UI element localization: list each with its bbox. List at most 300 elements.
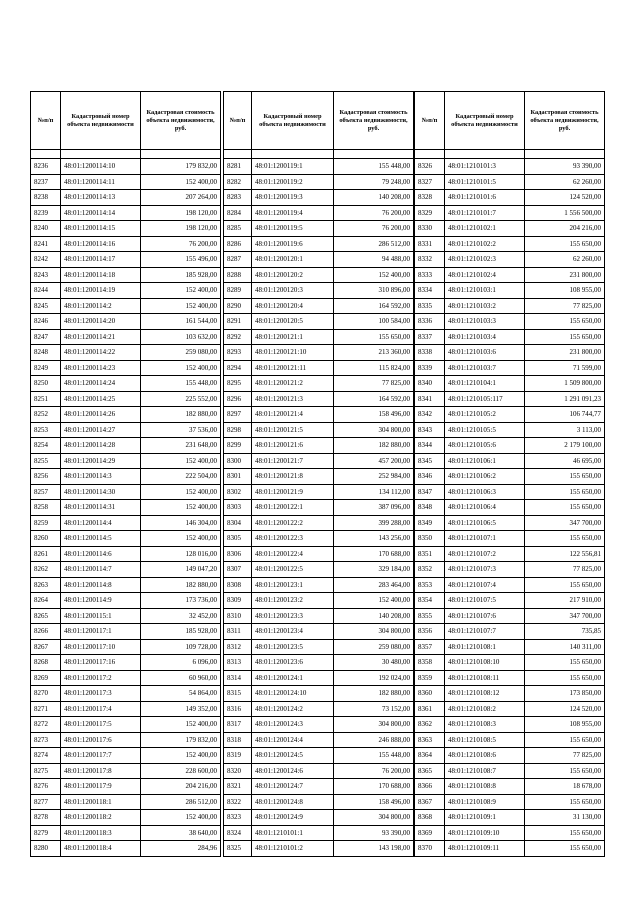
cadastral-value: 155 496,00 (141, 252, 221, 268)
row-number: 8343 (415, 422, 445, 438)
cadastral-number: 48:01:1200114:31 (61, 500, 141, 516)
table-row (31, 701, 221, 717)
row-number: 8311 (224, 624, 252, 640)
row-number: 8247 (31, 329, 61, 345)
table-row (224, 515, 414, 531)
cadastral-number: 48:01:1200123:1 (252, 577, 334, 593)
table-row (224, 546, 414, 562)
table-row (31, 639, 221, 655)
cadastral-value: 155 650,00 (525, 484, 605, 500)
cadastral-number: 48:01:1210101:3 (445, 159, 525, 175)
cadastral-number: 48:01:1200114:30 (61, 484, 141, 500)
cadastral-value: 31 130,00 (525, 810, 605, 826)
header-cadastral-value: Кадастровая стоимость объекта недвижимости, руб. (334, 92, 414, 150)
table-row (415, 376, 605, 392)
table-row (31, 577, 221, 593)
row-number: 8304 (224, 515, 252, 531)
cadastral-number: 48:01:1210102:2 (445, 236, 525, 252)
row-number: 8275 (31, 763, 61, 779)
table-row (31, 407, 221, 423)
header-cadastral-number: Кадастровый номер объекта недвижимости (445, 92, 525, 150)
table-row (415, 577, 605, 593)
cadastral-value: 1 291 091,23 (525, 391, 605, 407)
cadastral-number: 48:01:1210106:2 (445, 469, 525, 485)
cadastral-value: 457 200,00 (334, 453, 414, 469)
row-number: 8337 (415, 329, 445, 345)
cadastral-value: 103 632,00 (141, 329, 221, 345)
cadastral-number: 48:01:1210106:5 (445, 515, 525, 531)
spacer-cell (334, 150, 414, 159)
cadastral-value: 71 599,00 (525, 360, 605, 376)
row-number: 8280 (31, 841, 61, 857)
row-number: 8310 (224, 608, 252, 624)
cadastral-value: 198 120,00 (141, 221, 221, 237)
cadastral-number: 48:01:1210102:3 (445, 252, 525, 268)
row-number: 8261 (31, 546, 61, 562)
cadastral-value: 32 452,00 (141, 608, 221, 624)
cadastral-number: 48:01:1200121:6 (252, 438, 334, 454)
table-row (31, 205, 221, 221)
cadastral-value: 77 825,00 (525, 562, 605, 578)
row-number: 8366 (415, 779, 445, 795)
cadastral-value: 185 928,00 (141, 624, 221, 640)
row-number: 8297 (224, 407, 252, 423)
table-row (224, 422, 414, 438)
row-number: 8291 (224, 314, 252, 330)
table-row (224, 469, 414, 485)
table-row (224, 577, 414, 593)
table-row (31, 314, 221, 330)
table-row (31, 360, 221, 376)
table-row (224, 252, 414, 268)
table-row (415, 748, 605, 764)
table-row (31, 422, 221, 438)
table-row (224, 500, 414, 516)
table-row (31, 825, 221, 841)
row-number: 8354 (415, 593, 445, 609)
row-number: 8262 (31, 562, 61, 578)
table-row (31, 221, 221, 237)
table-row (224, 190, 414, 206)
row-number: 8361 (415, 701, 445, 717)
row-number: 8318 (224, 732, 252, 748)
cadastral-value: 387 096,00 (334, 500, 414, 516)
header-cadastral-value: Кадастровая стоимость объекта недвижимости, руб. (141, 92, 221, 150)
row-number: 8309 (224, 593, 252, 609)
cadastral-number: 48:01:1200121:5 (252, 422, 334, 438)
table-row (31, 484, 221, 500)
cadastral-value: 231 800,00 (525, 267, 605, 283)
cadastral-number: 48:01:1200114:13 (61, 190, 141, 206)
row-number: 8308 (224, 577, 252, 593)
cadastral-value: 155 650,00 (525, 500, 605, 516)
cadastral-value: 155 650,00 (525, 236, 605, 252)
table-row (415, 500, 605, 516)
spacer-cell (141, 150, 221, 159)
row-number: 8287 (224, 252, 252, 268)
table-row (415, 174, 605, 190)
cadastral-value: 161 544,00 (141, 314, 221, 330)
cadastral-value: 217 910,00 (525, 593, 605, 609)
table-row (31, 252, 221, 268)
row-number: 8268 (31, 655, 61, 671)
row-number: 8339 (415, 360, 445, 376)
table-row (415, 314, 605, 330)
cadastral-number: 48:01:1210107:6 (445, 608, 525, 624)
cadastral-value: 152 400,00 (141, 748, 221, 764)
row-number: 8267 (31, 639, 61, 655)
row-number: 8266 (31, 624, 61, 640)
row-number: 8306 (224, 546, 252, 562)
row-number: 8246 (31, 314, 61, 330)
row-number: 8323 (224, 810, 252, 826)
row-number: 8350 (415, 531, 445, 547)
row-number: 8244 (31, 283, 61, 299)
table-row (224, 655, 414, 671)
cadastral-number: 48:01:1210108:6 (445, 748, 525, 764)
cadastral-number: 48:01:1200120:5 (252, 314, 334, 330)
row-number: 8303 (224, 500, 252, 516)
table-row (31, 438, 221, 454)
cadastral-value: 152 400,00 (334, 593, 414, 609)
cadastral-number: 48:01:1210105:2 (445, 407, 525, 423)
row-number: 8285 (224, 221, 252, 237)
cadastral-value: 225 552,00 (141, 391, 221, 407)
cadastral-number: 48:01:1200114:4 (61, 515, 141, 531)
cadastral-value: 76 200,00 (334, 221, 414, 237)
table-row (415, 205, 605, 221)
table-row (415, 438, 605, 454)
cadastral-number: 48:01:1210109:10 (445, 825, 525, 841)
row-number: 8258 (31, 500, 61, 516)
table-row (31, 810, 221, 826)
table-row (224, 283, 414, 299)
cadastral-value: 93 390,00 (525, 159, 605, 175)
row-number: 8314 (224, 670, 252, 686)
cadastral-number: 48:01:1210108:3 (445, 717, 525, 733)
table-row (31, 531, 221, 547)
cadastral-value: 152 400,00 (141, 298, 221, 314)
cadastral-value: 182 880,00 (334, 438, 414, 454)
cadastral-number: 48:01:1200114:17 (61, 252, 141, 268)
row-number: 8240 (31, 221, 61, 237)
row-number: 8296 (224, 391, 252, 407)
cadastral-value: 122 556,81 (525, 546, 605, 562)
cadastral-value: 170 688,00 (334, 546, 414, 562)
cadastral-number: 48:01:1200124:3 (252, 717, 334, 733)
row-number: 8254 (31, 438, 61, 454)
cadastral-number: 48:01:1210103:2 (445, 298, 525, 314)
cadastral-number: 48:01:1200114:3 (61, 469, 141, 485)
cadastral-number: 48:01:1200121:10 (252, 345, 334, 361)
cadastral-value: 46 695,00 (525, 453, 605, 469)
row-number: 8342 (415, 407, 445, 423)
row-number: 8239 (31, 205, 61, 221)
cadastral-value: 152 400,00 (141, 283, 221, 299)
cadastral-number: 48:01:1210101:7 (445, 205, 525, 221)
table-row (31, 298, 221, 314)
table-row (224, 763, 414, 779)
row-number: 8322 (224, 794, 252, 810)
table-row (224, 624, 414, 640)
cadastral-value: 347 700,00 (525, 608, 605, 624)
cadastral-number: 48:01:1200117:9 (61, 779, 141, 795)
table-row (31, 546, 221, 562)
table-row (415, 717, 605, 733)
cadastral-number: 48:01:1210108:7 (445, 763, 525, 779)
row-number: 8274 (31, 748, 61, 764)
cadastral-value: 155 650,00 (525, 329, 605, 345)
cadastral-value: 259 080,00 (334, 639, 414, 655)
row-number: 8359 (415, 670, 445, 686)
table-row (31, 345, 221, 361)
cadastral-number: 48:01:1210107:5 (445, 593, 525, 609)
cadastral-number: 48:01:1200117:16 (61, 655, 141, 671)
cadastral-number: 48:01:1200117:5 (61, 717, 141, 733)
table-row (224, 314, 414, 330)
cadastral-value: 76 200,00 (334, 763, 414, 779)
cadastral-value: 164 592,00 (334, 298, 414, 314)
row-number: 8253 (31, 422, 61, 438)
cadastral-number: 48:01:1210105:6 (445, 438, 525, 454)
table-row (224, 267, 414, 283)
cadastral-number: 48:01:1200118:2 (61, 810, 141, 826)
cadastral-number: 48:01:1210108:2 (445, 701, 525, 717)
table-row (415, 407, 605, 423)
cadastral-number: 48:01:1210107:4 (445, 577, 525, 593)
row-number: 8327 (415, 174, 445, 190)
row-number: 8265 (31, 608, 61, 624)
cadastral-number: 48:01:1210102:4 (445, 267, 525, 283)
table-header-row (31, 92, 221, 150)
cadastral-value: 158 496,00 (334, 407, 414, 423)
table-row (415, 841, 605, 857)
cadastral-number: 48:01:1210108:1 (445, 639, 525, 655)
cadastral-value: 155 650,00 (334, 329, 414, 345)
header-spacer-row (224, 150, 414, 159)
cadastral-number: 48:01:1200118:1 (61, 794, 141, 810)
cadastral-number: 48:01:1200117:3 (61, 686, 141, 702)
cadastral-number: 48:01:1210108:5 (445, 732, 525, 748)
table-header-row (415, 92, 605, 150)
cadastral-value: 143 198,00 (334, 841, 414, 857)
cadastral-number: 48:01:1200119:1 (252, 159, 334, 175)
row-number: 8279 (31, 825, 61, 841)
table-row (31, 391, 221, 407)
table-row (224, 608, 414, 624)
cadastral-number: 48:01:1210101:2 (252, 841, 334, 857)
cadastral-number: 48:01:1200124:10 (252, 686, 334, 702)
cadastral-number: 48:01:1200122:4 (252, 546, 334, 562)
row-number: 8330 (415, 221, 445, 237)
row-number: 8362 (415, 717, 445, 733)
table-row (415, 732, 605, 748)
cadastral-number: 48:01:1210107:1 (445, 531, 525, 547)
cadastral-value: 155 448,00 (141, 376, 221, 392)
cadastral-number: 48:01:1200114:5 (61, 531, 141, 547)
row-number: 8293 (224, 345, 252, 361)
row-number: 8276 (31, 779, 61, 795)
spacer-cell (415, 150, 445, 159)
row-number: 8335 (415, 298, 445, 314)
cadastral-value: 62 260,00 (525, 174, 605, 190)
cadastral-number: 48:01:1200124:6 (252, 763, 334, 779)
row-number: 8288 (224, 267, 252, 283)
cadastral-value: 134 112,00 (334, 484, 414, 500)
cadastral-number: 48:01:1210108:9 (445, 794, 525, 810)
cadastral-value: 304 800,00 (334, 717, 414, 733)
cadastral-number: 48:01:1210103:3 (445, 314, 525, 330)
spacer-cell (252, 150, 334, 159)
cadastral-number: 48:01:1200117:10 (61, 639, 141, 655)
row-number: 8273 (31, 732, 61, 748)
cadastral-number: 48:01:1200122:2 (252, 515, 334, 531)
row-number: 8364 (415, 748, 445, 764)
cadastral-value: 124 520,00 (525, 701, 605, 717)
table-row (415, 810, 605, 826)
cadastral-value: 94 488,00 (334, 252, 414, 268)
table-row (224, 810, 414, 826)
row-number: 8317 (224, 717, 252, 733)
header-spacer-row (31, 150, 221, 159)
cadastral-number: 48:01:1200119:4 (252, 205, 334, 221)
cadastral-number: 48:01:1200114:22 (61, 345, 141, 361)
row-number: 8292 (224, 329, 252, 345)
cadastral-number: 48:01:1200114:8 (61, 577, 141, 593)
cadastral-value: 3 113,00 (525, 422, 605, 438)
table-row (224, 794, 414, 810)
header-cadastral-value: Кадастровая стоимость объекта недвижимости, руб. (525, 92, 605, 150)
row-number: 8284 (224, 205, 252, 221)
table-row (415, 345, 605, 361)
cadastral-value: 76 200,00 (334, 205, 414, 221)
cadastral-number: 48:01:1210103:6 (445, 345, 525, 361)
table-row (415, 686, 605, 702)
cadastral-value: 77 825,00 (334, 376, 414, 392)
table-row (31, 608, 221, 624)
cadastral-number: 48:01:1210106:4 (445, 500, 525, 516)
table-row (415, 763, 605, 779)
table-row (415, 469, 605, 485)
header-spacer-row (415, 150, 605, 159)
cadastral-value: 204 216,00 (141, 779, 221, 795)
cadastral-value: 164 592,00 (334, 391, 414, 407)
row-number: 8345 (415, 453, 445, 469)
cadastral-value: 149 352,00 (141, 701, 221, 717)
row-number: 8316 (224, 701, 252, 717)
cadastral-value: 152 400,00 (141, 484, 221, 500)
cadastral-number: 48:01:1200122:3 (252, 531, 334, 547)
cadastral-number: 48:01:1200114:28 (61, 438, 141, 454)
cadastral-value: 76 200,00 (141, 236, 221, 252)
cadastral-value: 106 744,77 (525, 407, 605, 423)
row-number: 8319 (224, 748, 252, 764)
cadastral-number: 48:01:1200120:3 (252, 283, 334, 299)
row-number: 8286 (224, 236, 252, 252)
cadastral-number: 48:01:1200124:2 (252, 701, 334, 717)
cadastral-number: 48:01:1200118:4 (61, 841, 141, 857)
cadastral-number: 48:01:1210103:4 (445, 329, 525, 345)
row-number: 8249 (31, 360, 61, 376)
row-number: 8299 (224, 438, 252, 454)
table-row (415, 236, 605, 252)
cadastral-value: 38 640,00 (141, 825, 221, 841)
cadastral-value: 155 650,00 (525, 732, 605, 748)
table-row (31, 794, 221, 810)
table-row (224, 236, 414, 252)
row-number: 8351 (415, 546, 445, 562)
header-num: №п/п (224, 92, 252, 150)
row-number: 8245 (31, 298, 61, 314)
cadastral-value: 37 536,00 (141, 422, 221, 438)
spacer-cell (31, 150, 61, 159)
cadastral-number: 48:01:1210104:1 (445, 376, 525, 392)
cadastral-value: 30 480,00 (334, 655, 414, 671)
row-number: 8336 (415, 314, 445, 330)
row-number: 8241 (31, 236, 61, 252)
table-row (415, 531, 605, 547)
table-header-row (224, 92, 414, 150)
table-row (31, 562, 221, 578)
cadastral-value: 155 650,00 (525, 314, 605, 330)
cadastral-number: 48:01:1200121:7 (252, 453, 334, 469)
row-number: 8307 (224, 562, 252, 578)
table-row (224, 686, 414, 702)
row-number: 8358 (415, 655, 445, 671)
table-row (224, 376, 414, 392)
table-row (415, 329, 605, 345)
cadastral-number: 48:01:1200123:2 (252, 593, 334, 609)
cadastral-value: 182 880,00 (141, 577, 221, 593)
cadastral-value: 152 400,00 (141, 453, 221, 469)
row-number: 8363 (415, 732, 445, 748)
row-number: 8237 (31, 174, 61, 190)
row-number: 8257 (31, 484, 61, 500)
cadastral-number: 48:01:1200124:4 (252, 732, 334, 748)
row-number: 8264 (31, 593, 61, 609)
row-number: 8324 (224, 825, 252, 841)
table-row (224, 748, 414, 764)
row-number: 8300 (224, 453, 252, 469)
table-row (31, 236, 221, 252)
row-number: 8346 (415, 469, 445, 485)
table-row (415, 655, 605, 671)
cadastral-value: 158 496,00 (334, 794, 414, 810)
cadastral-number: 48:01:1210107:3 (445, 562, 525, 578)
cadastral-number: 48:01:1200114:29 (61, 453, 141, 469)
cadastral-value: 259 080,00 (141, 345, 221, 361)
row-number: 8347 (415, 484, 445, 500)
cadastral-number: 48:01:1200121:1 (252, 329, 334, 345)
cadastral-number: 48:01:1200119:6 (252, 236, 334, 252)
table-row (224, 221, 414, 237)
cadastral-number: 48:01:1210105:5 (445, 422, 525, 438)
cadastral-number: 48:01:1200120:4 (252, 298, 334, 314)
row-number: 8242 (31, 252, 61, 268)
cadastral-value: 198 120,00 (141, 205, 221, 221)
cadastral-value: 304 800,00 (334, 810, 414, 826)
cadastral-number: 48:01:1200114:18 (61, 267, 141, 283)
table-row (415, 484, 605, 500)
row-number: 8313 (224, 655, 252, 671)
table-row (415, 190, 605, 206)
cadastral-value: 329 184,00 (334, 562, 414, 578)
row-number: 8329 (415, 205, 445, 221)
table-row (224, 438, 414, 454)
cadastral-number: 48:01:1200114:27 (61, 422, 141, 438)
row-number: 8277 (31, 794, 61, 810)
cadastral-value: 228 600,00 (141, 763, 221, 779)
